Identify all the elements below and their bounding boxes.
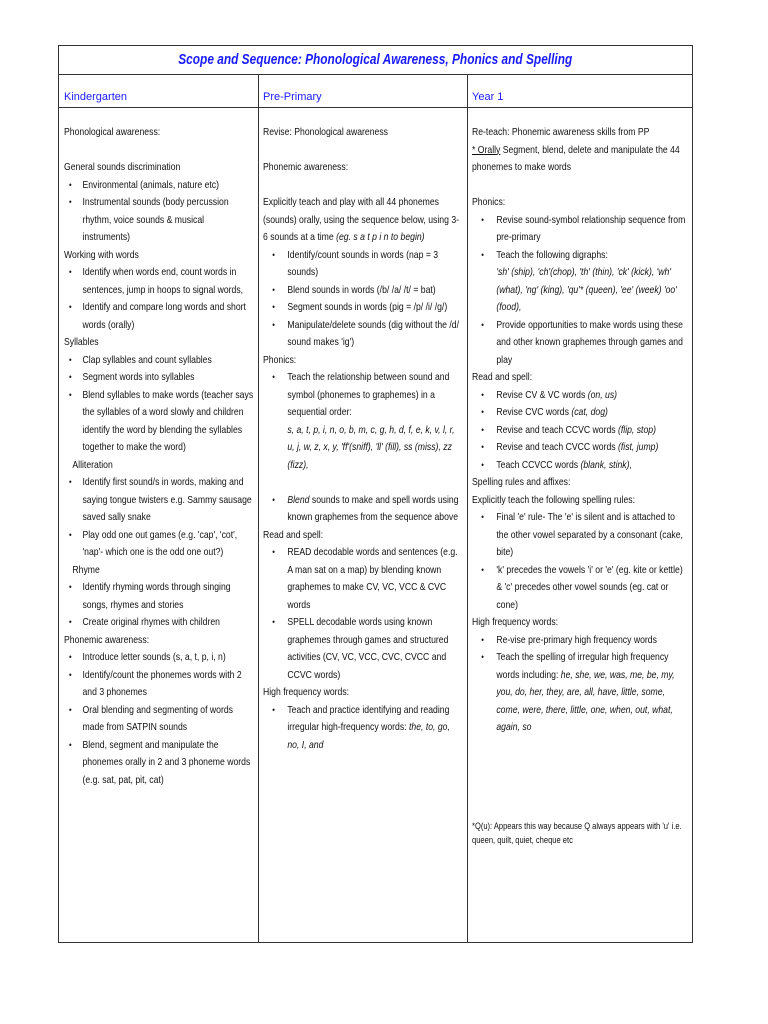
list-item: • Identify/count sounds in words (nap = 3 sounds): [263, 247, 463, 282]
reteach-text: [472, 142, 688, 177]
list-item: [263, 492, 463, 527]
phonemic-list: [263, 247, 463, 352]
list-item: • Instrumental sounds (body percussion rhythm, voice sounds & musical instruments): [64, 194, 254, 247]
reteach-body: Segment, blend, delete and manipulate the 44 phonemes to make words: [472, 144, 680, 173]
blend-text: sounds to make and spell words using known graphemes from the sequence above: [287, 494, 459, 523]
item-text: Revise and teach CCVC words: [496, 424, 618, 436]
scope-sequence-table: [58, 45, 693, 943]
phonics-heading: Phonics:: [472, 197, 506, 208]
general-sounds-list: [64, 177, 254, 247]
working-with-words-heading: Working with words: [64, 249, 139, 261]
list-item: • Identify first sound/s in words, making and saying tongue twisters e.g. Sammy sausage saved sally snake: [64, 474, 254, 527]
list-item: • Play odd one out games (e.g. 'cap', 'cot', 'nap'- which one is the odd one out?): [64, 527, 254, 562]
syllables-list: [64, 352, 254, 457]
phonemic-awareness-list: [64, 649, 254, 789]
rhyme-heading: Rhyme: [72, 564, 100, 576]
list-item: [472, 439, 688, 457]
title-row: [59, 46, 692, 75]
explicit-teach-example: (eg. s a t p i n to begin): [336, 232, 425, 243]
list-item: [472, 457, 688, 475]
orally-marker: * Orally: [472, 144, 501, 156]
list-item: • Identify rhyming words through singing songs, rhymes and stories: [64, 579, 254, 614]
spelling-rules-list: [472, 509, 688, 614]
header-year-1: Year 1: [472, 91, 504, 103]
hf-words: he, she, we, was, me, be, my, you, do, her, they, are, all, have, little, some, come, were, there, little, one, when, out, what, again, so: [496, 669, 675, 733]
phonics-list: [472, 212, 688, 370]
footnote: *Q(u): Appears this way because Q always appears with 'u' i.e. queen, quilt, quiet, cheque etc: [472, 820, 682, 845]
header-row: [59, 75, 692, 108]
list-item: • Segment sounds in words (pig = /p/ /i/ /g/): [263, 299, 463, 317]
list-item: [263, 702, 463, 755]
high-frequency-list: [263, 702, 463, 755]
column-kindergarten: [59, 108, 258, 942]
list-item: • Blend sounds in words (/b/ /a/ /t/ = bat): [263, 282, 463, 300]
list-item: • SPELL decodable words using known graphemes through games and structured activities (CV, VC, VCC, CVC, CVCC and CCVC words): [263, 614, 463, 684]
item-example: (blank, stink),: [580, 459, 632, 471]
list-item: • Oral blending and segmenting of words made from SATPIN sounds: [64, 702, 254, 737]
document-title: Scope and Sequence: Phonological Awareness, Phonics and Spelling: [178, 52, 573, 68]
revise-heading: Revise: Phonological awareness: [263, 127, 389, 138]
item-example: (flip, stop): [617, 424, 656, 436]
column-year-1: [467, 108, 692, 942]
alliteration-heading: Alliteration: [72, 459, 113, 471]
hf-words: the, to, go, no, I, and: [287, 722, 450, 751]
digraphs-intro: Teach the following digraphs:: [496, 249, 608, 261]
list-item: • Identify when words end, count words in sentences, jump in hoops to signal words,: [64, 264, 254, 299]
list-item: • Provide opportunities to make words using these and other known graphemes through games and play: [472, 317, 688, 370]
digraphs-list: 'sh' (ship), 'ch'(chop), 'th' (thin), 'ck' (kick), 'wh' (what), 'ng' (king), 'qu'* (queen), 'ee' (week) 'oo' (food),: [496, 267, 677, 313]
read-spell-heading: Read and spell:: [263, 529, 324, 541]
explicit-teach-text: [263, 194, 463, 247]
rhyme-list: [64, 579, 254, 632]
item-text: Teach CCVCC words: [496, 459, 581, 471]
list-item: [472, 247, 688, 317]
column-pre-primary: [258, 108, 467, 942]
header-pre-primary: Pre-Primary: [263, 91, 322, 103]
list-item: [263, 369, 463, 492]
item-example: (fist, jump): [617, 442, 659, 453]
read-spell-list: [263, 544, 463, 684]
list-item: [472, 422, 688, 440]
phonological-awareness-heading: Phonological awareness:: [64, 127, 161, 138]
phonemic-awareness-heading: Phonemic awareness:: [64, 634, 150, 646]
reteach-heading: Re-teach: Phonemic awareness skills from PP: [472, 127, 650, 138]
list-item: [472, 404, 688, 422]
high-frequency-heading: High frequency words:: [263, 687, 350, 698]
list-item: • Revise sound-symbol relationship sequence from pre-primary: [472, 212, 688, 247]
alliteration-list: [64, 474, 254, 562]
list-item: • Clap syllables and count syllables: [64, 352, 254, 370]
high-frequency-heading: High frequency words:: [472, 617, 559, 628]
phonics-teach-text: Teach the relationship between sound and symbol (phonemes to graphemes) in a sequential order:: [287, 372, 450, 418]
item-example: (on, us): [587, 389, 618, 401]
list-item: • 'k' precedes the vowels 'i' or 'e' (eg. kite or kettle) & 'c' precedes other vowel sounds (eg. cat or cone): [472, 562, 688, 615]
hf-text: Teach the spelling of irregular high frequency words including:: [496, 652, 669, 681]
list-item: • Re-vise pre-primary high frequency words: [472, 632, 688, 650]
list-item: • Identify/count the phonemes words with 2 and 3 phonemes: [64, 667, 254, 702]
header-kindergarten: Kindergarten: [64, 91, 127, 103]
explicit-teach-body: Explicitly teach and play with all 44 phonemes (sounds) orally, using the sequence below, using 3-6 sounds at a time: [263, 197, 460, 243]
general-sounds-heading: General sounds discrimination: [64, 162, 181, 173]
list-item: [472, 649, 688, 737]
item-text: Revise and teach CVCC words: [496, 442, 618, 453]
list-item: • Manipulate/delete sounds (dig without the /d/ sound makes 'ig'): [263, 317, 463, 352]
item-example: (cat, dog): [571, 407, 608, 418]
phonemic-awareness-heading: Phonemic awareness:: [263, 162, 349, 173]
list-item: • Identify and compare long words and short words (orally): [64, 299, 254, 334]
read-spell-heading: Read and spell:: [472, 372, 533, 383]
list-item: [472, 387, 688, 405]
phonics-sequence: s, a, t, p, i, n, o, b, m, c, g, h, d, f, e, k, v, l, r, u, j, w, z, x, y, 'ff'(sniff), 'll' (fill), ss (miss), zz (fizz),: [287, 424, 455, 471]
list-item: • Segment words into syllables: [64, 369, 254, 387]
read-spell-list: [472, 387, 688, 475]
hf-text: Teach and practice identifying and reading irregular high-frequency words:: [287, 704, 450, 733]
list-item: • READ decodable words and sentences (e.g. A man sat on a map) by blending known graphemes to make CV, VC, VCC & CVC words: [263, 544, 463, 614]
spelling-rules-heading: Spelling rules and affixes:: [472, 477, 571, 488]
list-item: • Final 'e' rule- The 'e' is silent and is attached to the other vowel separated by a consonant (cake, bite): [472, 509, 688, 562]
item-text: Revise CV & VC words: [496, 389, 588, 401]
list-item: • Create original rhymes with children: [64, 614, 254, 632]
phonics-list: [263, 369, 463, 527]
syllables-heading: Syllables: [64, 337, 99, 348]
phonics-heading: Phonics:: [263, 354, 297, 366]
list-item: • Blend, segment and manipulate the phonemes orally in 2 and 3 phoneme words (e.g. sat, pat, pit, cat): [64, 737, 254, 790]
blend-word: Blend: [287, 494, 310, 506]
working-with-words-list: [64, 264, 254, 334]
list-item: • Introduce letter sounds (s, a, t, p, i, n): [64, 649, 254, 667]
list-item: • Blend syllables to make words (teacher says the syllables of a word slowly and children identify the word by blending the syllables together to make the word): [64, 387, 254, 457]
list-item: • Environmental (animals, nature etc): [64, 177, 254, 195]
spelling-rules-intro: Explicitly teach the following spelling rules:: [472, 494, 635, 506]
item-text: Revise CVC words: [496, 407, 572, 418]
high-frequency-list: [472, 632, 688, 737]
